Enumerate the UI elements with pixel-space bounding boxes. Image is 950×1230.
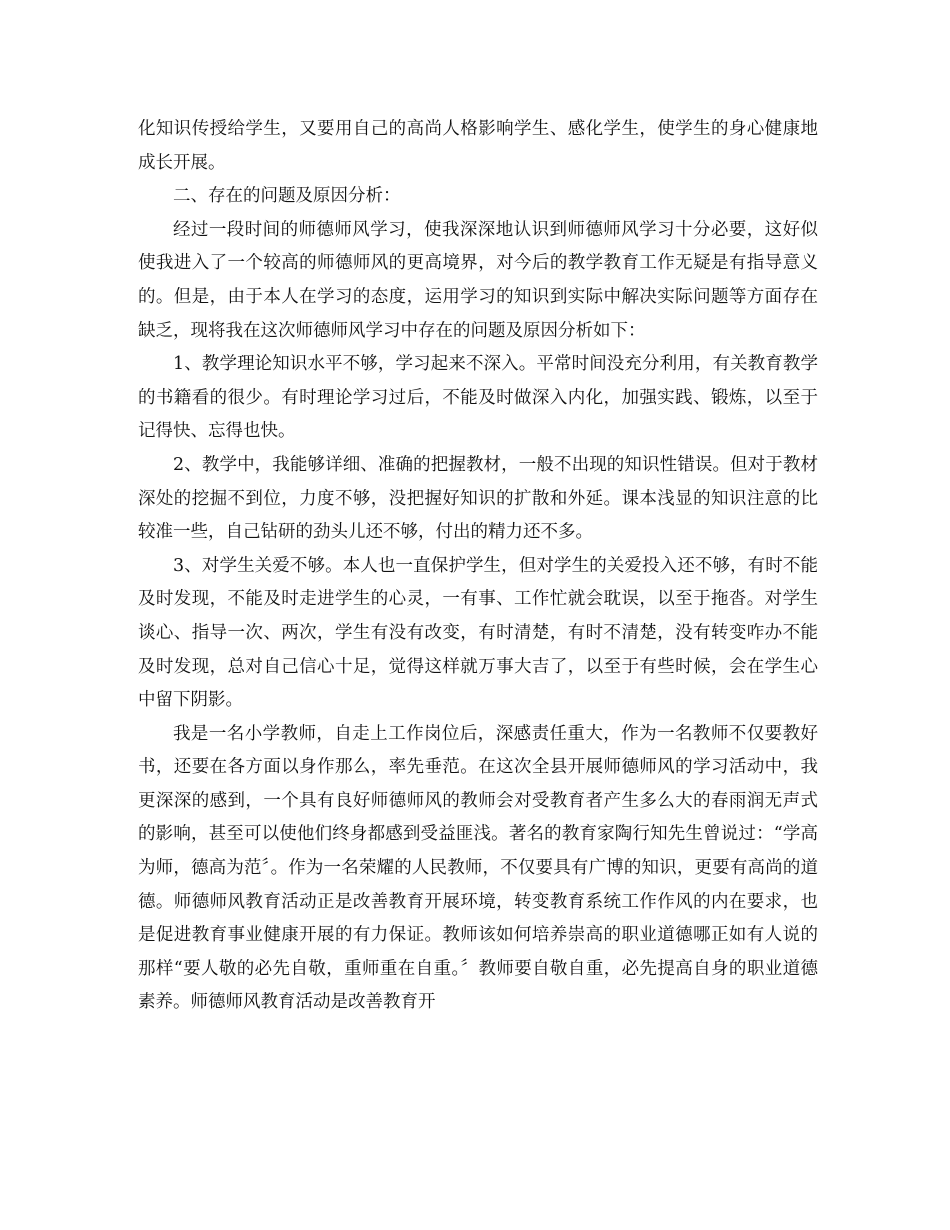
paragraph-item-2: 2、教学中，我能够详细、准确的把握教材，一般不出现的知识性错误。但对于教材深处的挖掘不到位，力度不够，没把握好知识的扩散和外延。课本浅显的知识注意的比较准一些，自己钻研的劲头儿还不够，付出的精力还不多。 — [138, 454, 818, 543]
paragraph-continuation: 化知识传授给学生，又要用自己的高尚人格影响学生、感化学生，使学生的身心健康地成长开展。 — [138, 119, 818, 173]
paragraph-item-3: 3、对学生关爱不够。本人也一直保护学生，但对学生的关爱投入还不够，有时不能及时发现，不能及时走进学生的心灵，一有事、工作忙就会耽误，以至于拖沓。对学生谈心、指导一次、两次，学生有没有改变，有时清楚，有时不清楚，没有转变咋办不能及时发现，总对自己信心十足，觉得这样就万事大吉了，以至于有些时候，会在学生心中留下阴影。 — [138, 555, 818, 711]
document-page — [138, 113, 818, 1020]
paragraph-reflection: 我是一名小学教师，自走上工作岗位后，深感责任重大，作为一名教师不仅要教好书，还要在各方面以身作那么，率先垂范。在这次全县开展师德师风的学习活动中，我更深深的感到，一个具有良好师德师风的教师会对受教育者产生多么大的春雨润无声式的影响，甚至可以使他们终身都感到受益匪浅。著名的教育家陶行知先生曾说过：“学高为师，德高为范〞。作为一名荣耀的人民教师，不仅要具有广博的知识，更要有高尚的道德。师德师风教育活动正是改善教育开展环境，转变教育系统工作作风的内在要求，也是促进教育事业健康开展的有力保证。教师该如何培养崇高的职业道德哪正如有人说的那样“要人敬的必先自敬，重师重在自重。〞教师要自敬自重，必先提高自身的职业道德素养。师德师风教育活动是改善教育开 — [138, 723, 818, 1013]
paragraph-item-1: 1、教学理论知识水平不够，学习起来不深入。平常时间没充分利用，有关教育教学的书籍看的很少。有时理论学习过后，不能及时做深入内化，加强实践、锻炼，以至于记得快、忘得也快。 — [138, 354, 818, 442]
paragraph-intro: 经过一段时间的师德师风学习，使我深深地认识到师德师风学习十分必要，这好似使我进入了一个较高的师德师风的更高境界，对今后的教学教育工作无疑是有指导意义的。但是，由于本人在学习的态度，运用学习的知识到实际中解决实际问题等方面存在缺乏，现将我在这次师德师风学习中存在的问题及原因分析如下： — [138, 219, 818, 341]
section-heading-problems: 二、存在的问题及原因分析： — [173, 186, 401, 207]
